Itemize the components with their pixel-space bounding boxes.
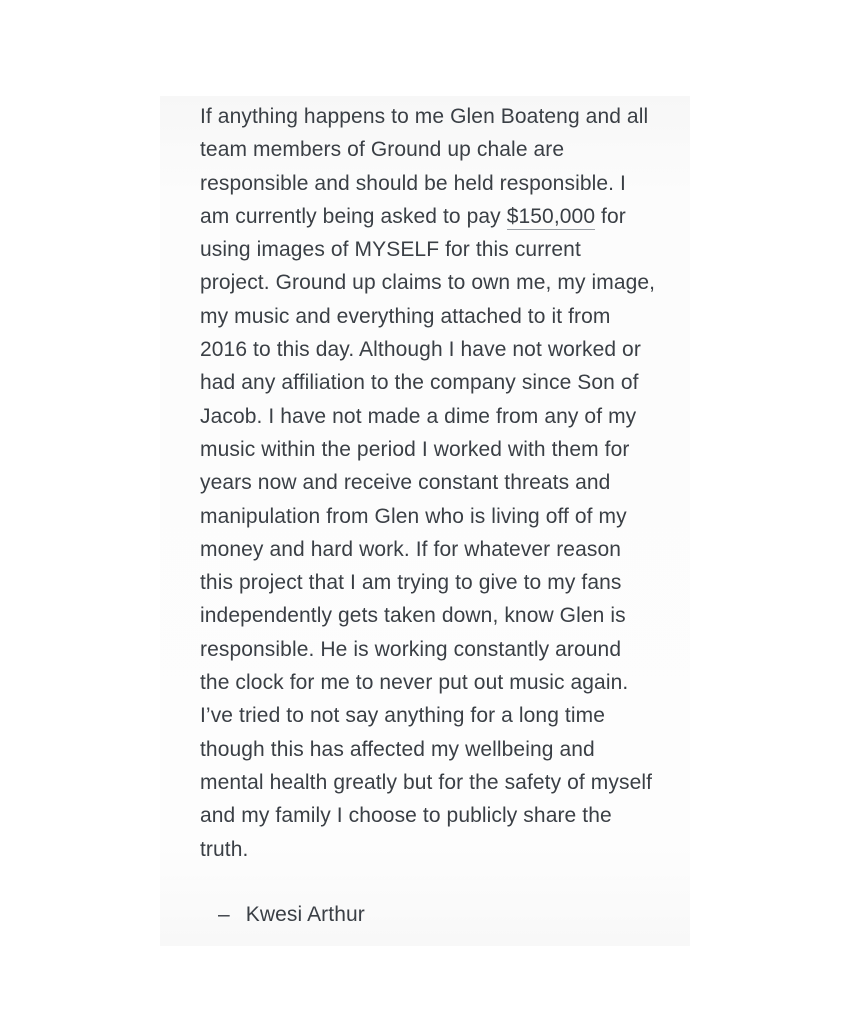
statement-paragraph	[200, 100, 662, 866]
statement-amount: $150,000	[506, 204, 596, 228]
signature-name: Kwesi Arthur	[245, 902, 365, 926]
statement-content	[200, 100, 662, 931]
statement-text-after-amount: for using images of MYSELF for this current project. Ground up claims to own me, my image, my music and everything attached to it from 2016 to this day. Although I have not worked or had any affiliation to the company since Son of Jacob. I have not made a dime from any of my music within the period I worked with them for years now and receive constant threats and manipulation from Glen who is living off of my money and hard work. If for whatever reason this project that I am trying to give to my fans independently gets taken down, know Glen is responsible. He is working constantly around the clock for me to never put out music again. I’ve tried to not say anything for a long time though this has affected my wellbeing and mental health greatly but for the safety of myself and my family I choose to publicly share the truth.	[200, 204, 662, 861]
statement-text-before-amount: If anything happens to me Glen Boateng and all team members of Ground up chale are responsible and should be held responsible. I am currently being asked to pay	[200, 105, 655, 228]
signature-dash: –	[218, 902, 230, 926]
signature-line	[200, 898, 656, 931]
